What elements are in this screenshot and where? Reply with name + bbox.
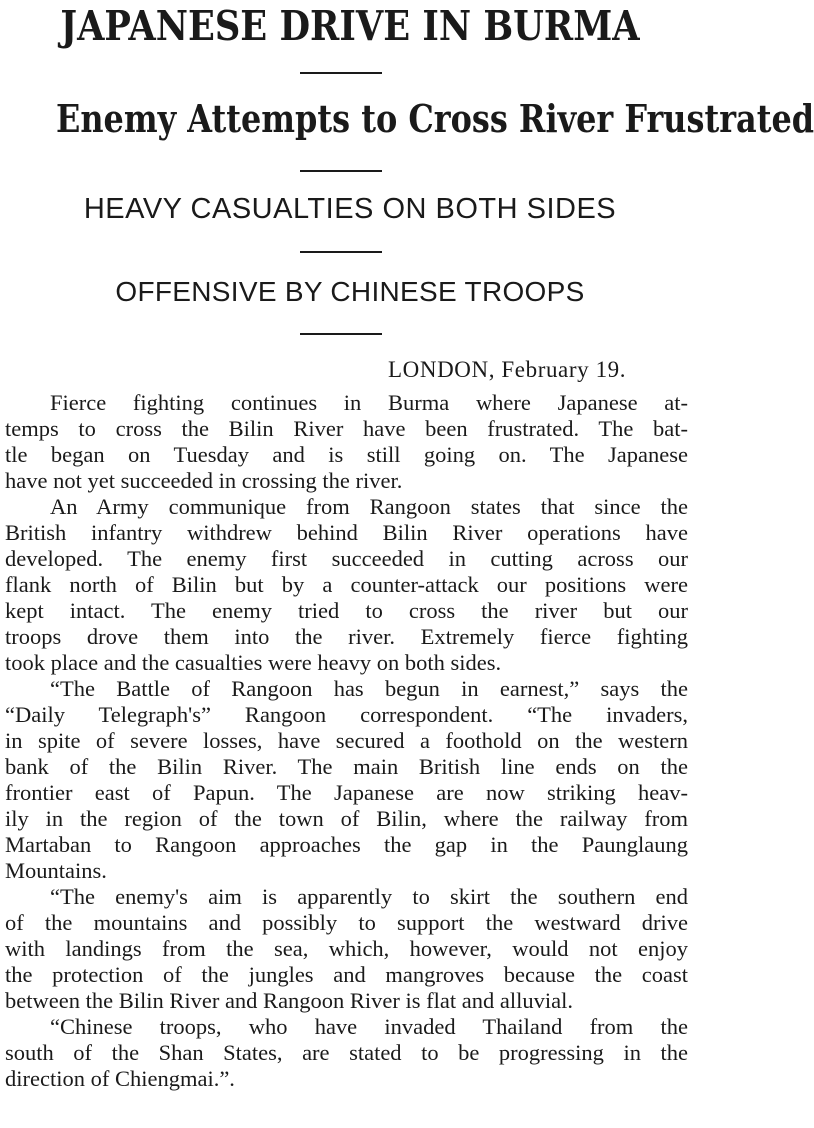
body-line: “Chinese troops, who have invaded Thailand from the xyxy=(50,1014,688,1039)
body-line: bank of the Bilin River. The main British line ends on the xyxy=(5,754,688,779)
deck-casualties: HEAVY CASUALTIES ON BOTH SIDES xyxy=(83,193,617,225)
body-line: Mountains. xyxy=(5,858,107,883)
body-line: took place and the casualties were heavy on both sides. xyxy=(5,650,502,675)
body-line: flank north of Bilin but by a counter-attack our positions were xyxy=(5,572,688,597)
divider-rule xyxy=(300,333,382,335)
body-line: direction of Chiengmai.”. xyxy=(5,1066,235,1091)
body-line: have not yet succeeded in crossing the river. xyxy=(5,468,403,493)
body-line: troops drove them into the river. Extremely fierce fighting xyxy=(5,624,688,649)
divider-rule xyxy=(300,251,382,253)
deck-offensive: OFFENSIVE BY CHINESE TROOPS xyxy=(115,276,585,307)
headline: JAPANESE DRIVE IN BURMA xyxy=(60,2,640,50)
body-line: in spite of severe losses, have secured a foothold on the western xyxy=(5,728,688,753)
body-line: Martaban to Rangoon approaches the gap in the Paunglaung xyxy=(5,832,688,857)
body-line: “The Battle of Rangoon has begun in earnest,” says the xyxy=(50,676,688,701)
body-line: kept intact. The enemy tried to cross the river but our xyxy=(5,598,688,623)
divider-rule xyxy=(300,72,382,74)
body-line: ily in the region of the town of Bilin, where the railway from xyxy=(5,806,688,831)
body-line: the protection of the jungles and mangroves because the coast xyxy=(5,962,688,987)
body-line: tle began on Tuesday and is still going on. The Japanese xyxy=(5,442,688,467)
body-line: between the Bilin River and Rangoon River is flat and alluvial. xyxy=(5,988,573,1013)
subheadline: Enemy Attempts to Cross River Frustrated xyxy=(56,96,814,141)
body-line: “Daily Telegraph's” Rangoon correspondent. “The invaders, xyxy=(5,702,688,727)
body-line: British infantry withdrew behind Bilin River operations have xyxy=(5,520,688,545)
body-line: with landings from the sea, which, however, would not enjoy xyxy=(5,936,688,961)
divider-rule xyxy=(300,170,382,172)
body-line: Fierce fighting continues in Burma where Japanese at- xyxy=(50,390,688,415)
body-line: south of the Shan States, are stated to be progressing in the xyxy=(5,1040,688,1065)
body-line: An Army communique from Rangoon states that since the xyxy=(50,494,688,519)
body-line: “The enemy's aim is apparently to skirt the southern end xyxy=(50,884,688,909)
body-line: of the mountains and possibly to support the westward drive xyxy=(5,910,688,935)
dateline: LONDON, February 19. xyxy=(388,357,627,382)
body-line: temps to cross the Bilin River have been frustrated. The bat- xyxy=(5,416,688,441)
body-line: frontier east of Papun. The Japanese are now striking heav- xyxy=(5,780,688,805)
body-line: developed. The enemy first succeeded in cutting across our xyxy=(5,546,688,571)
